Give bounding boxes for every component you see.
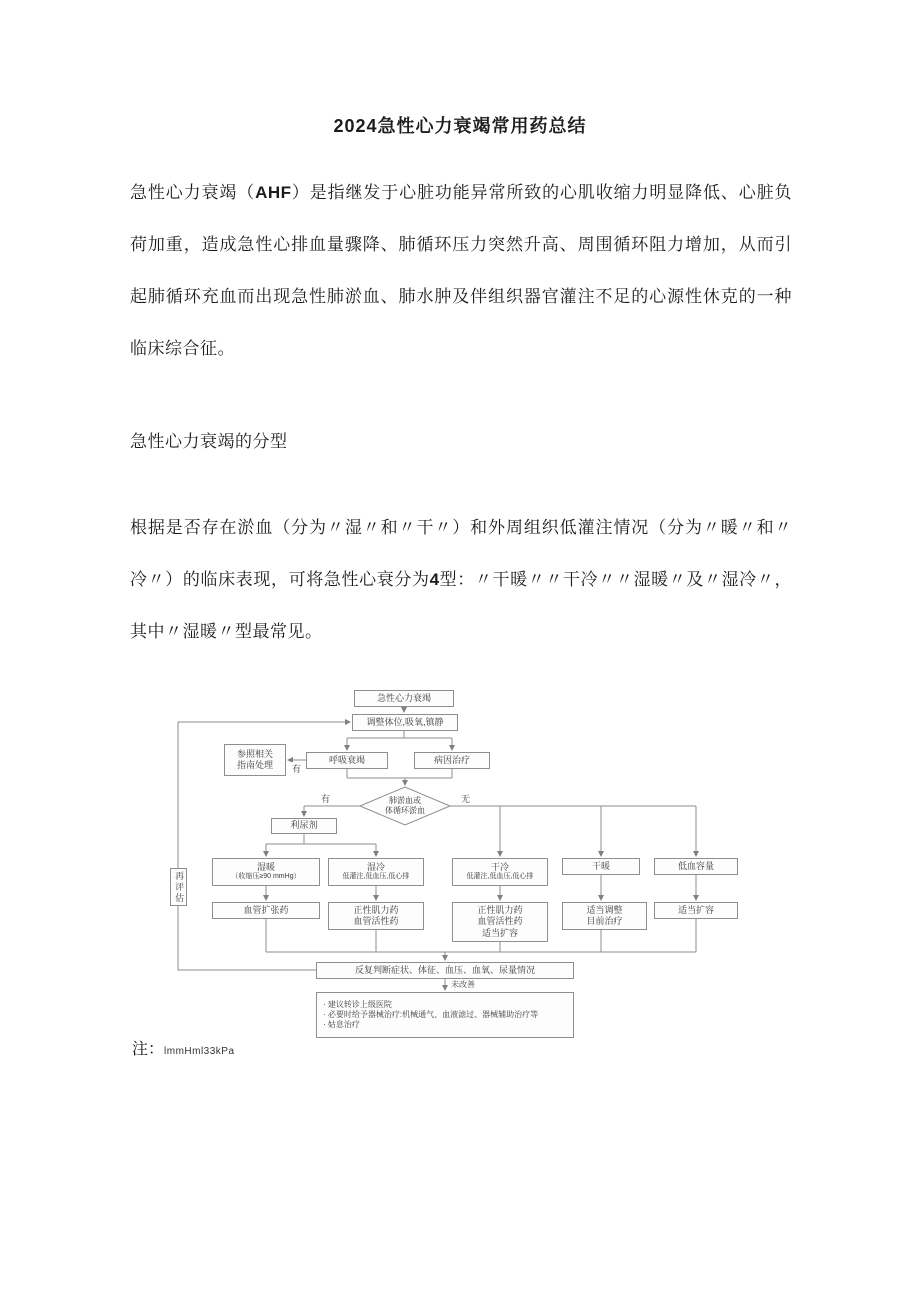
page-title: 2024急性心力衰竭常用药总结 <box>333 116 587 136</box>
footnote-label: 注： <box>132 1041 165 1058</box>
flow-node-inotrope-vasoactive <box>328 902 424 930</box>
flow-node-final-measures <box>316 992 574 1038</box>
classification-text-bold: 4 <box>429 570 440 589</box>
flow-node-inotrope-vasoactive-volume-line1: 正性肌力药 <box>477 905 523 916</box>
flow-node-diuretic: 利尿剂 <box>271 818 337 834</box>
flow-edge-label-no-congestion: 无 <box>461 794 471 804</box>
flow-node-wet-warm-line2: （收缩压≥90 mmHg） <box>231 873 301 881</box>
flow-decision-congestion-line1: 肺淤血或 <box>389 796 421 805</box>
flow-node-inotrope-vasoactive-line1: 正性肌力药 <box>353 904 399 915</box>
footnote <box>132 1036 235 1059</box>
flow-edge-label-not-improved: 未改善 <box>451 980 475 989</box>
classification-text-post: 型：〃干暖〃〃干冷〃〃湿暖〃及〃湿冷〃，其中〃湿暖〃型最常见。 <box>130 570 793 641</box>
flow-edge-label-yes-resp: 有 <box>292 764 302 774</box>
flow-decision-congestion <box>363 790 447 822</box>
flow-final-item-device-therapy: · 必要时给予器械治疗:机械通气、血液滤过、器械辅助治疗等 <box>323 1010 538 1020</box>
flow-node-etiology-treatment: 病因治疗 <box>414 752 490 769</box>
treatment-flowchart <box>168 686 748 1050</box>
flow-final-item-palliative-care: · 姑息治疗 <box>323 1020 360 1030</box>
flow-node-adjust-current-treatment-line1: 适当调整 <box>586 904 623 915</box>
flow-node-inotrope-vasoactive-line2: 血管活性药 <box>353 916 399 926</box>
flow-decision-congestion-line2: 体循环淤血 <box>385 806 425 815</box>
flow-node-wet-warm-line1: 湿暖 <box>256 862 275 873</box>
classification-paragraph <box>130 502 792 658</box>
flow-node-acute-heart-failure: 急性心力衰竭 <box>354 690 454 707</box>
flow-node-refer-guidelines <box>224 744 286 776</box>
flow-node-hypovolemia: 低血容量 <box>654 858 738 875</box>
flow-node-dry-warm: 干暖 <box>562 858 640 875</box>
flow-node-vasodilator: 血管扩张药 <box>212 902 320 919</box>
flow-final-item-referral: · 建议转诊上级医院 <box>323 1000 392 1010</box>
intro-text-post: ）是指继发于心脏功能异常所致的心肌收缩力明显降低、心脏负荷加重，造成急性心排血量骤降、肺循环压力突然升高、周围循环阻力增加，从而引起肺循环充血而出现急性肺淤血、肺水肿及伴组织器官灌注不足的心源性休克的一种临床综合征。 <box>130 183 792 358</box>
flow-node-wet-cold-line2: 低灌注,低血压,低心排 <box>342 873 410 881</box>
flow-node-dry-cold-line1: 干冷 <box>490 862 509 873</box>
classification-text-pre: 根据是否存在淤血（分为〃湿〃和〃干〃）和外周组织低灌注情况（分为〃暖〃和〃冷〃）的临床表现，可将急性心衰分为 <box>130 518 792 589</box>
flow-node-adjust-current-treatment <box>562 902 647 930</box>
flow-node-dry-cold <box>452 858 548 886</box>
flow-node-refer-guidelines-line2: 指南处理 <box>236 760 273 770</box>
flow-node-dry-cold-line2: 低灌注,低血压,低心排 <box>466 873 534 881</box>
flow-node-wet-cold <box>328 858 424 886</box>
intro-paragraph <box>130 167 792 375</box>
flow-edge-label-yes-congestion: 有 <box>321 794 331 804</box>
flow-node-inotrope-vasoactive-volume-line3: 适当扩容 <box>481 927 518 938</box>
intro-text-pre: 急性心力衰竭（ <box>130 183 256 202</box>
flow-node-volume-expansion: 适当扩容 <box>654 902 738 919</box>
flow-node-repeated-assessment: 反复判断症状、体征、血压、血氧、尿量情况 <box>316 962 574 979</box>
flow-node-wet-cold-line1: 湿冷 <box>366 862 385 873</box>
flow-node-wet-warm <box>212 858 320 886</box>
flow-node-inotrope-vasoactive-volume <box>452 902 548 942</box>
flow-node-refer-guidelines-line1: 参照相关 <box>236 748 273 759</box>
flow-node-respiratory-failure: 呼吸衰竭 <box>306 752 388 769</box>
flow-node-reassess: 再评估 <box>170 868 187 906</box>
flow-node-position-oxygen-sedation: 调整体位,吸氧,镇静 <box>352 714 458 731</box>
flow-node-inotrope-vasoactive-volume-line2: 血管活性药 <box>477 916 523 927</box>
flow-node-adjust-current-treatment-line2: 目前治疗 <box>586 916 623 926</box>
section-heading-classification: 急性心力衰竭的分型 <box>130 432 288 451</box>
intro-text-bold: AHF <box>255 183 292 202</box>
footnote-value: lmmHml33kPa <box>164 1046 235 1057</box>
